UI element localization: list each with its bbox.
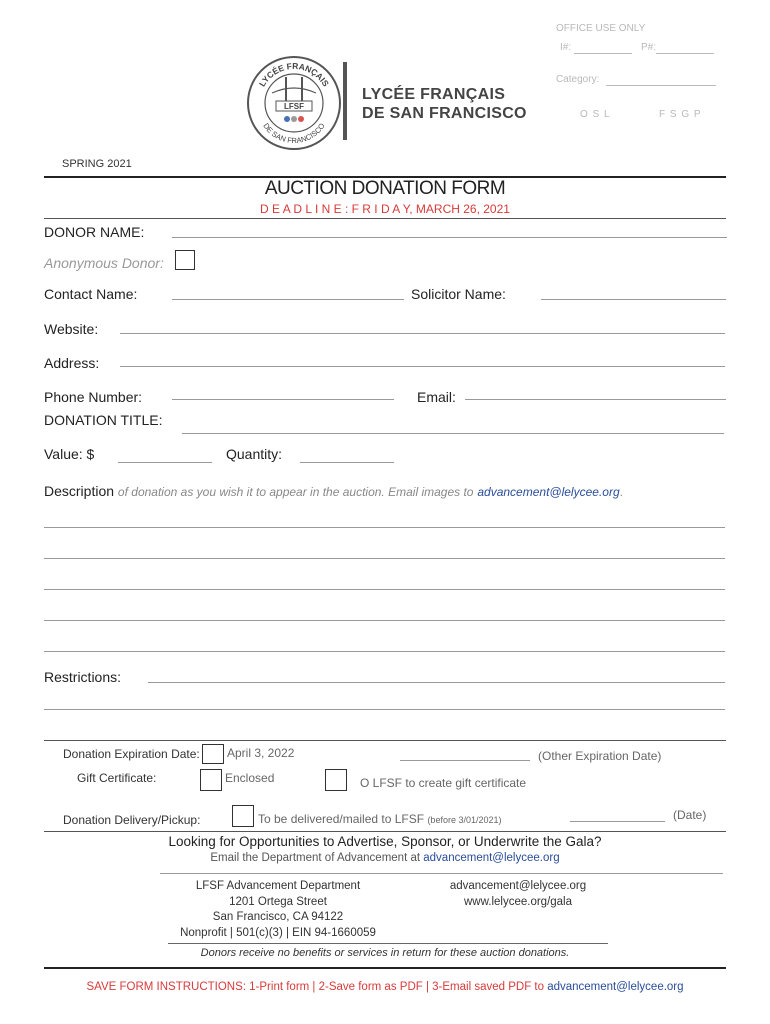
- expiration-date: April 3, 2022: [227, 746, 295, 760]
- address-label: Address:: [44, 355, 100, 371]
- description-label: Description: [44, 483, 115, 499]
- save-instructions: [0, 981, 770, 993]
- bottom-rule: [44, 967, 726, 969]
- footer-subline-text: Email the Department of Advancement at: [210, 852, 421, 864]
- svg-text:DE SAN FRANCISCO: DE SAN FRANCISCO: [261, 121, 327, 146]
- other-expiration-field[interactable]: [400, 760, 530, 761]
- footer-contact: [418, 879, 618, 910]
- disclaimer: Donors receive no benefits or services in return for these auction donations.: [200, 947, 570, 959]
- office-id-label: I#:: [560, 42, 572, 53]
- donor-name-field[interactable]: [172, 237, 727, 238]
- donation-title-label: DONATION TITLE:: [44, 412, 163, 428]
- delivered-note: (before 3/01/2021): [427, 815, 502, 825]
- description-line-3[interactable]: [44, 589, 725, 590]
- lfsf-create-label: O LFSF to create gift certificate: [360, 776, 527, 790]
- footer-divider: [44, 831, 726, 832]
- donation-title-field[interactable]: [182, 433, 724, 434]
- office-p-line[interactable]: [656, 53, 714, 54]
- office-use-title: OFFICE USE ONLY: [556, 23, 646, 34]
- school-name-line1: LYCÉE FRANÇAIS: [362, 86, 506, 103]
- donor-name-label: DONOR NAME:: [44, 224, 145, 240]
- lfsf-create-checkbox[interactable]: [325, 769, 347, 791]
- delivered-row: [258, 812, 502, 826]
- svg-text:LYCÉE FRANÇAIS: LYCÉE FRANÇAIS: [256, 60, 331, 89]
- contact-name-label: Contact Name:: [44, 286, 138, 302]
- expiration-label: Donation Expiration Date:: [63, 747, 200, 761]
- office-category-label: Category:: [556, 74, 600, 85]
- restrictions-label: Restrictions:: [44, 669, 122, 685]
- disclaimer-rule: [168, 943, 608, 944]
- email-field[interactable]: [465, 399, 726, 400]
- season-label: SPRING 2021: [62, 158, 132, 170]
- logo-divider: [343, 62, 347, 140]
- description-line-4[interactable]: [44, 620, 725, 621]
- expiration-checkbox[interactable]: [202, 744, 224, 764]
- save-instructions-email[interactable]: advancement@lelycee.org: [547, 981, 684, 993]
- delivery-date-field[interactable]: [570, 821, 665, 822]
- form-title: AUCTION DONATION FORM: [264, 178, 506, 199]
- address-line-1: LFSF Advancement Department: [195, 880, 361, 892]
- contact-name-field[interactable]: [172, 299, 404, 300]
- restrictions-line-1[interactable]: [148, 682, 725, 683]
- svg-text:LFSF: LFSF: [284, 102, 304, 111]
- school-name-line2: DE SAN FRANCISCO: [362, 105, 527, 122]
- footer-headline: Looking for Opportunities to Advertise, Sponsor, or Underwrite the Gala?: [168, 834, 602, 849]
- deadline-date: MARCH 26, 2021: [415, 202, 510, 216]
- other-expiration-label: (Other Expiration Date): [538, 749, 662, 763]
- footer-inner-divider: [160, 873, 723, 874]
- office-fsgp: F S G P: [659, 109, 702, 120]
- enclosed-checkbox[interactable]: [200, 769, 222, 791]
- footer-address: [168, 879, 388, 941]
- value-label: Value: $: [44, 446, 95, 462]
- phone-label: Phone Number:: [44, 389, 143, 405]
- address-field[interactable]: [120, 366, 725, 367]
- description-line-2[interactable]: [44, 558, 725, 559]
- address-line-3: San Francisco, CA 94122: [212, 911, 344, 923]
- anonymous-donor-label: Anonymous Donor:: [44, 255, 164, 271]
- school-seal: [246, 55, 342, 151]
- description-row: Description of donation as you wish it to appear in the auction. Email images to advancement@lelycee.org.: [44, 483, 623, 499]
- description-line-1[interactable]: [44, 527, 725, 528]
- office-p-label: P#:: [641, 42, 657, 53]
- enclosed-label: Enclosed: [225, 771, 275, 785]
- website-field[interactable]: [120, 333, 725, 334]
- solicitor-name-field[interactable]: [541, 299, 726, 300]
- office-osl: O S L: [580, 109, 611, 120]
- office-category-line[interactable]: [606, 85, 716, 86]
- save-instructions-text: SAVE FORM INSTRUCTIONS: 1-Print form | 2-Save form as PDF | 3-Email saved PDF to: [86, 981, 544, 993]
- solicitor-name-label: Solicitor Name:: [411, 286, 506, 302]
- phone-field[interactable]: [172, 399, 394, 400]
- description-hint: of donation as you wish it to appear in the auction. Email images to: [117, 485, 474, 499]
- options-divider: [44, 740, 726, 741]
- description-line-5[interactable]: [44, 651, 725, 652]
- address-line-2: 1201 Ortega Street: [229, 895, 327, 908]
- contact-website[interactable]: www.lelycee.org/gala: [463, 895, 573, 908]
- restrictions-line-2[interactable]: [44, 709, 725, 710]
- quantity-field[interactable]: [300, 462, 394, 463]
- email-label: Email:: [417, 389, 456, 405]
- footer-subline: [0, 852, 770, 864]
- value-field[interactable]: [118, 462, 212, 463]
- address-line-4: Nonprofit | 501(c)(3) | EIN 94-1660059: [180, 926, 376, 939]
- title-bottom-rule: [44, 218, 726, 219]
- anonymous-donor-checkbox[interactable]: [175, 250, 195, 270]
- delivery-label: Donation Delivery/Pickup:: [63, 813, 201, 827]
- deadline-prefix: D E A D L I N E : F R I D A Y,: [260, 202, 413, 216]
- contact-email[interactable]: advancement@lelycee.org: [449, 880, 587, 892]
- description-email-link[interactable]: advancement@lelycee.org: [477, 485, 620, 499]
- quantity-label: Quantity:: [226, 446, 283, 462]
- office-id-line[interactable]: [574, 53, 632, 54]
- footer-subline-email[interactable]: advancement@lelycee.org: [423, 852, 560, 864]
- gift-certificate-label: Gift Certificate:: [77, 771, 157, 785]
- delivery-checkbox[interactable]: [232, 805, 254, 827]
- website-label: Website:: [44, 321, 99, 337]
- delivery-date-label: (Date): [673, 808, 707, 822]
- deadline: [0, 202, 770, 216]
- delivered-label: To be delivered/mailed to LFSF: [258, 812, 425, 826]
